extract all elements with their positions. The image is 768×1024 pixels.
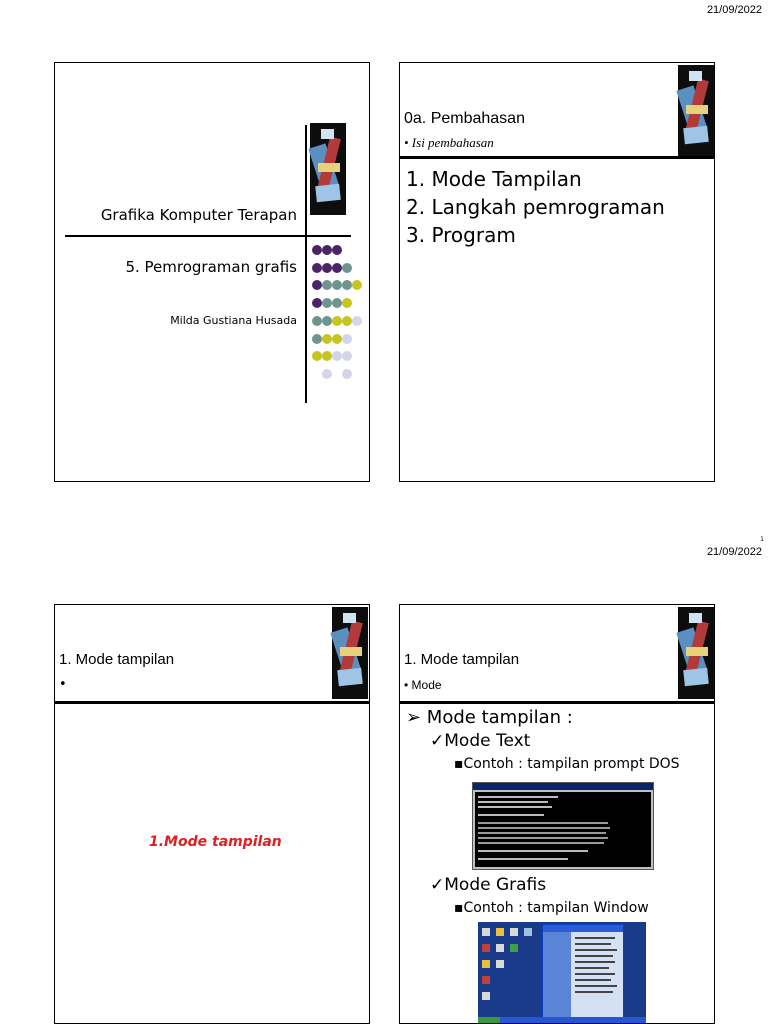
level1-item: ➢ Mode tampilan : <box>406 707 573 728</box>
header-divider <box>400 701 714 704</box>
header-divider <box>400 156 714 159</box>
slide-1 <box>54 62 370 482</box>
slide-2 <box>399 62 715 482</box>
title-divider <box>65 235 351 237</box>
slide-3-center-text: 1.Mode tampilan <box>149 834 282 850</box>
slide-3-bullet: • <box>59 677 67 692</box>
text-mode-example: ▪Contoh : tampilan prompt DOS <box>454 756 680 772</box>
page-marker: 1 <box>760 536 764 543</box>
book-image <box>678 607 714 699</box>
graphic-mode-item: ✓Mode Grafis <box>430 875 547 895</box>
vertical-divider <box>305 125 307 403</box>
windows-desktop-screenshot <box>478 922 646 1023</box>
graphic-mode-example: ▪Contoh : tampilan Window <box>454 900 649 916</box>
dos-prompt-screenshot <box>472 782 654 870</box>
slide-4 <box>399 604 715 1024</box>
book-image <box>678 65 714 157</box>
slide-4-bullet: • Mode <box>404 678 442 692</box>
slide-2-bullet: • Isi pembahasan <box>404 135 494 150</box>
slide-1-title: Grafika Komputer Terapan <box>100 206 297 224</box>
header-divider <box>55 701 369 704</box>
slide-3 <box>54 604 370 1024</box>
slide-2-title: 0a. Pembahasan <box>404 110 525 127</box>
book-image <box>310 123 346 215</box>
slide-3-title: 1. Mode tampilan <box>59 651 175 668</box>
text-mode-item: ✓Mode Text <box>430 731 531 751</box>
page-date-bottom: 21/09/2022 <box>706 546 762 558</box>
list-item-2: 2. Langkah pemrograman <box>406 195 665 219</box>
slide-1-subtitle: 5. Pemrograman grafis <box>125 258 297 276</box>
list-item-3: 3. Program <box>406 223 516 247</box>
slide-4-title: 1. Mode tampilan <box>404 651 520 668</box>
book-image <box>332 607 368 699</box>
list-item-1: 1. Mode Tampilan <box>406 167 582 191</box>
page-date-top: 21/09/2022 <box>706 4 762 16</box>
slide-1-author: Milda Gustiana Husada <box>170 314 297 327</box>
